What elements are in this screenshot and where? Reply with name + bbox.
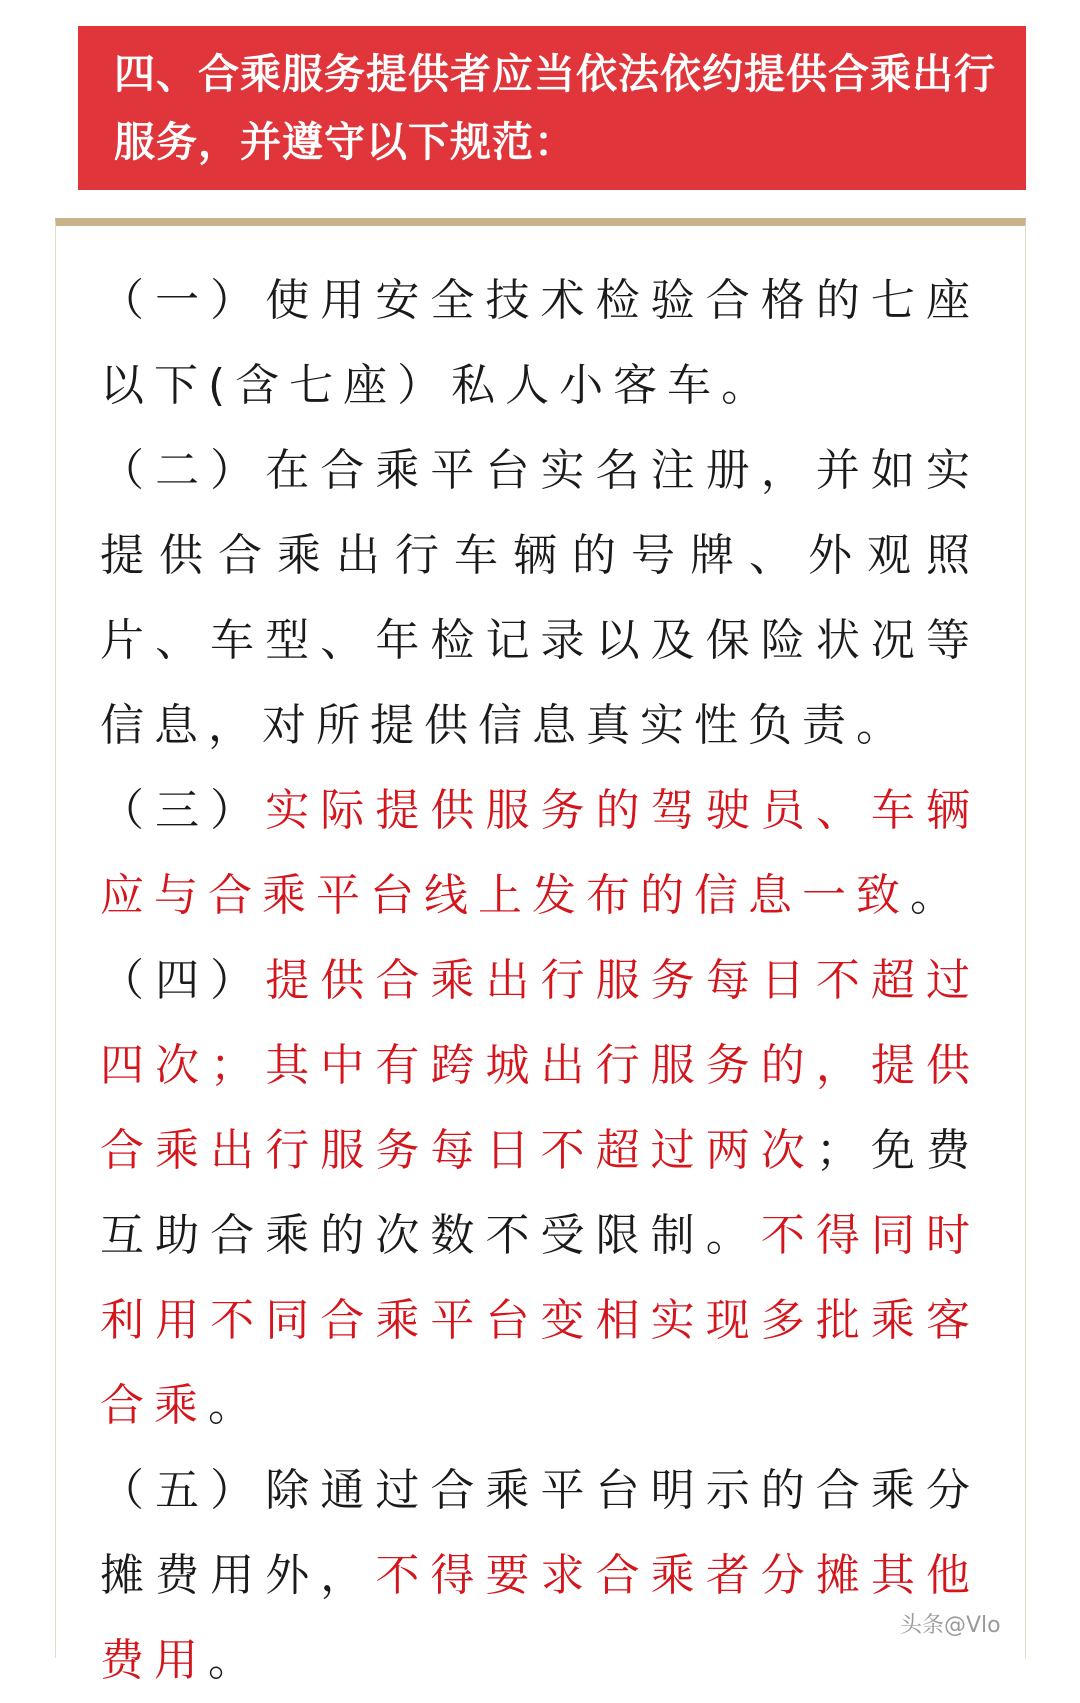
clause-2-text: （二）在合乘平台实名注册，并如实提供合乘出行车辆的号牌、外观照片、车型、年检记录以及保险状况等信息，对所提供信息真实性负责。 xyxy=(100,445,980,751)
clause-1-text: （一）使用安全技术检验合格的七座以下(含七座）私人小客车。 xyxy=(100,275,980,411)
header-banner xyxy=(78,26,1026,190)
content-card xyxy=(55,218,1026,1686)
clause-4-emphasis-daily-limit: 提供合乘出行服务每日不超过四次；其中有跨城出行服务的，提供合乘出行服务每日不超过两次 xyxy=(100,955,981,1176)
clause-1 xyxy=(100,258,980,428)
clause-5-text: （五）除通过合乘平台明示的合乘分摊费用外， xyxy=(100,1465,980,1601)
clause-3 xyxy=(100,768,980,938)
clause-4-end: 。 xyxy=(208,1380,262,1431)
clause-4-number: （四） xyxy=(100,955,266,1006)
clause-4-free-rides: ；免费互助合乘的次数不受限制。 xyxy=(100,1125,981,1261)
watermark: 头条@Vlo xyxy=(900,1613,1001,1638)
clause-4-emphasis-platforms: 不得同时利用不同合乘平台变相实现多批乘客合乘 xyxy=(100,1210,981,1431)
clause-list xyxy=(100,258,980,1703)
header-title: 四、合乘服务提供者应当依法依约提供合乘出行服务，并遵守以下规范： xyxy=(114,50,996,166)
clause-3-number: （三） xyxy=(100,785,266,836)
clause-3-emphasis: 实际提供服务的驾驶员、车辆应与合乘平台线上发布的信息一致 xyxy=(100,785,981,921)
clause-5 xyxy=(100,1448,980,1703)
clause-5-end: 。 xyxy=(208,1635,262,1686)
clause-2 xyxy=(100,428,980,768)
clause-4 xyxy=(100,938,980,1448)
clause-5-emphasis: 不得要求合乘者分摊其他费用 xyxy=(100,1550,981,1686)
clause-3-end: 。 xyxy=(910,870,964,921)
